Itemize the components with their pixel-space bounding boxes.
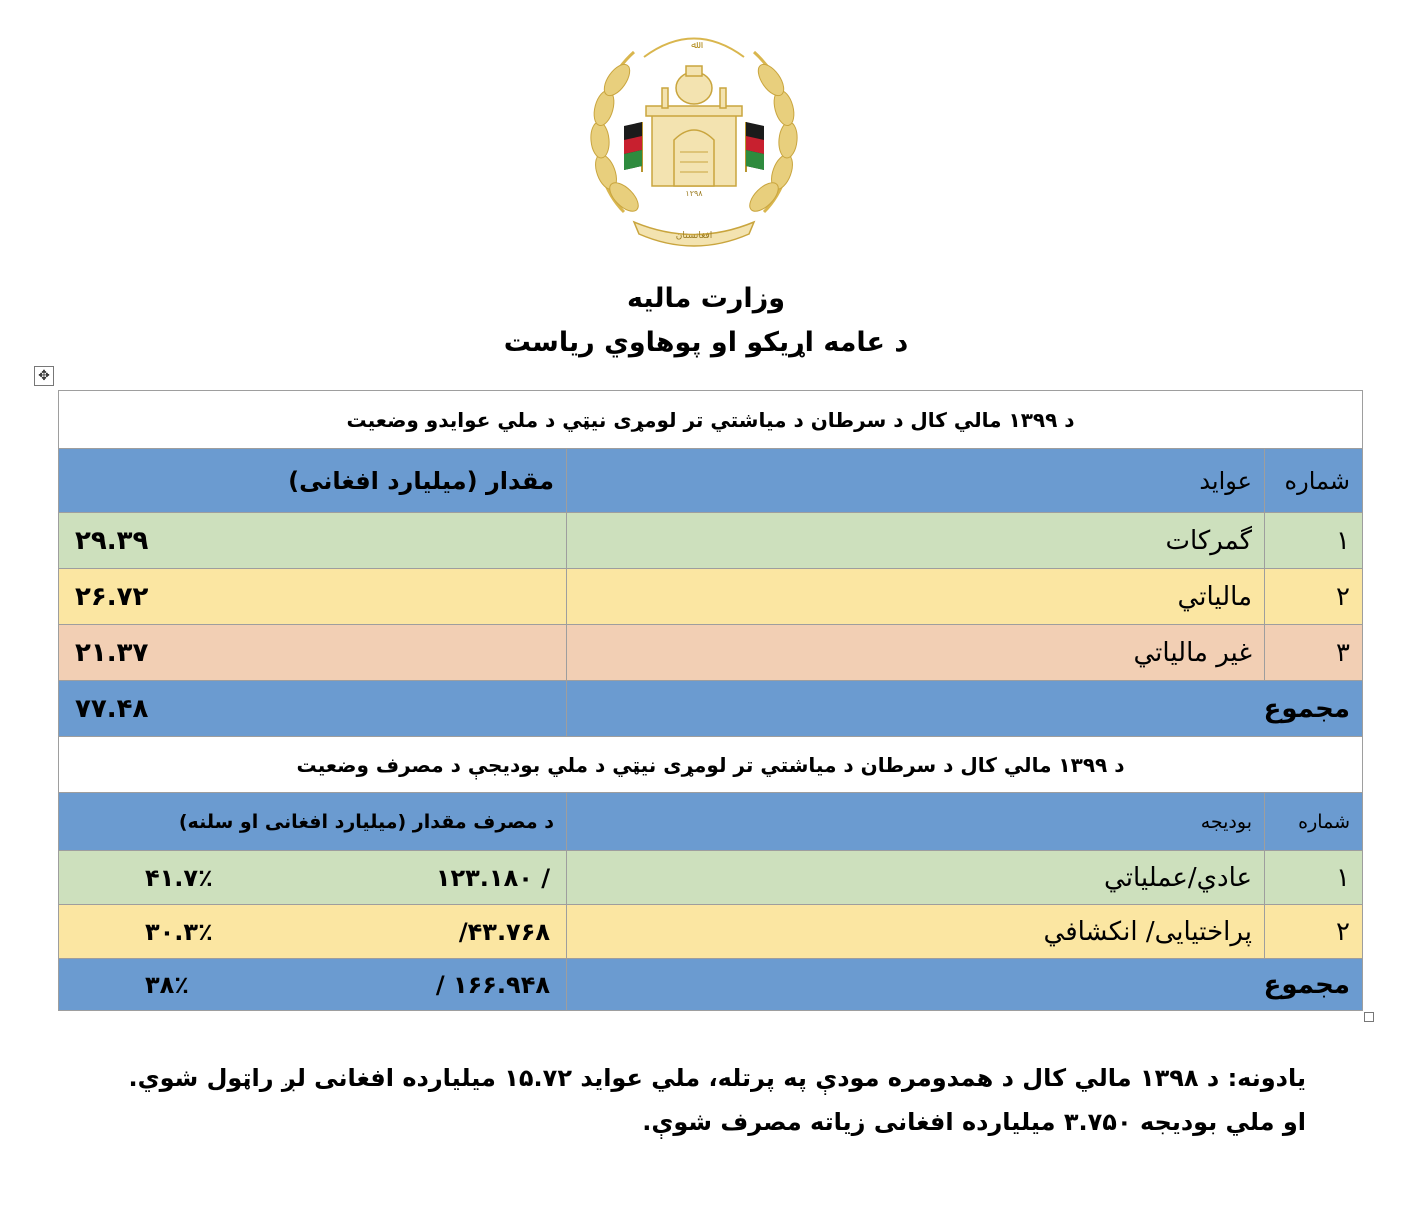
budget-total-row bbox=[59, 959, 1363, 1011]
row-percent: ۴۱.۷٪ bbox=[145, 863, 213, 892]
row-amount: ۱۲۳.۱۸۰ / bbox=[435, 863, 550, 892]
resize-handle-icon[interactable] bbox=[1364, 1012, 1374, 1022]
revenue-header-name: عوايد bbox=[567, 449, 1265, 513]
row-value: ۲۱.۳۷ bbox=[59, 625, 567, 681]
table-row bbox=[59, 851, 1363, 905]
budget-total-percent: ۳۸٪ bbox=[145, 970, 189, 999]
department-title: د عامه اړيکو او پوهاوي رياست bbox=[503, 327, 909, 358]
emblem-year-text: ١٢٩٨ bbox=[685, 189, 703, 198]
row-amount: /۴۳.۷۶۸ bbox=[458, 917, 550, 946]
revenue-total-row bbox=[59, 681, 1363, 737]
emblem bbox=[584, 22, 804, 252]
table-row bbox=[59, 625, 1363, 681]
finance-table bbox=[58, 390, 1363, 1011]
budget-header-number: شماره bbox=[1265, 793, 1363, 851]
row-number: ۱ bbox=[1265, 851, 1363, 905]
budget-header-name: بوديجه bbox=[567, 793, 1265, 851]
row-value bbox=[59, 905, 567, 959]
emblem-country-text: افغانستان bbox=[675, 231, 713, 241]
footnote: يادونه: د ۱۳۹۸ مالي کال د همدومره مودې په پرتله، ملي عوايد ۱۵.۷۲ ميلياردە افغانى لږ راټول شوي. او ملي بوديجه ۳.۷۵۰ ميلياردە افغانى زياته مصرف شوې. bbox=[128, 1064, 1306, 1136]
budget-total-amount: / ۱۶۶.۹۴۸ bbox=[435, 970, 550, 999]
row-number: ۱ bbox=[1265, 513, 1363, 569]
budget-title-row bbox=[59, 737, 1363, 793]
budget-total-value bbox=[59, 959, 567, 1011]
row-value: ۲۹.۳۹ bbox=[59, 513, 567, 569]
revenue-title-row bbox=[59, 391, 1363, 449]
row-name: غير مالياتي bbox=[567, 625, 1265, 681]
revenue-title: د ۱۳۹۹ مالي کال د سرطان د مياشتي تر لومړى نيټي د ملي عوايدو وضعيت bbox=[59, 391, 1363, 449]
svg-text:ﷲ: ﷲ bbox=[691, 40, 697, 51]
row-name: عادي/عملياتي bbox=[567, 851, 1265, 905]
revenue-total-label: مجموع bbox=[567, 681, 1363, 737]
row-value: ۲۶.۷۲ bbox=[59, 569, 567, 625]
budget-header-row bbox=[59, 793, 1363, 851]
revenue-header-value: مقدار (ميليارد افغانى) bbox=[59, 449, 567, 513]
table-row bbox=[59, 513, 1363, 569]
budget-total-label: مجموع bbox=[567, 959, 1363, 1011]
table-row bbox=[59, 905, 1363, 959]
row-percent: ۳۰.۳٪ bbox=[145, 917, 213, 946]
budget-title: د ۱۳۹۹ مالي کال د سرطان د مياشتي تر لومړى نيټي د ملي بوديجې د مصرف وضعيت bbox=[59, 737, 1363, 793]
row-name: گمرکات bbox=[567, 513, 1265, 569]
row-name: مالياتي bbox=[567, 569, 1265, 625]
ministry-title: وزارت ماليه bbox=[626, 283, 786, 314]
revenue-header-row bbox=[59, 449, 1363, 513]
revenue-total-value: ۷۷.۴۸ bbox=[59, 681, 567, 737]
table-row bbox=[59, 569, 1363, 625]
row-value bbox=[59, 851, 567, 905]
row-name: پراختيايى/ انکشافي bbox=[567, 905, 1265, 959]
row-number: ۲ bbox=[1265, 905, 1363, 959]
move-cross-icon[interactable]: ✥ bbox=[34, 366, 54, 386]
budget-header-value: د مصرف مقدار (ميليارد افغانى او سلنه) bbox=[59, 793, 567, 851]
row-number: ۳ bbox=[1265, 625, 1363, 681]
revenue-header-number: شماره bbox=[1265, 449, 1363, 513]
emblem-of-afghanistan-icon bbox=[584, 22, 804, 252]
row-number: ۲ bbox=[1265, 569, 1363, 625]
